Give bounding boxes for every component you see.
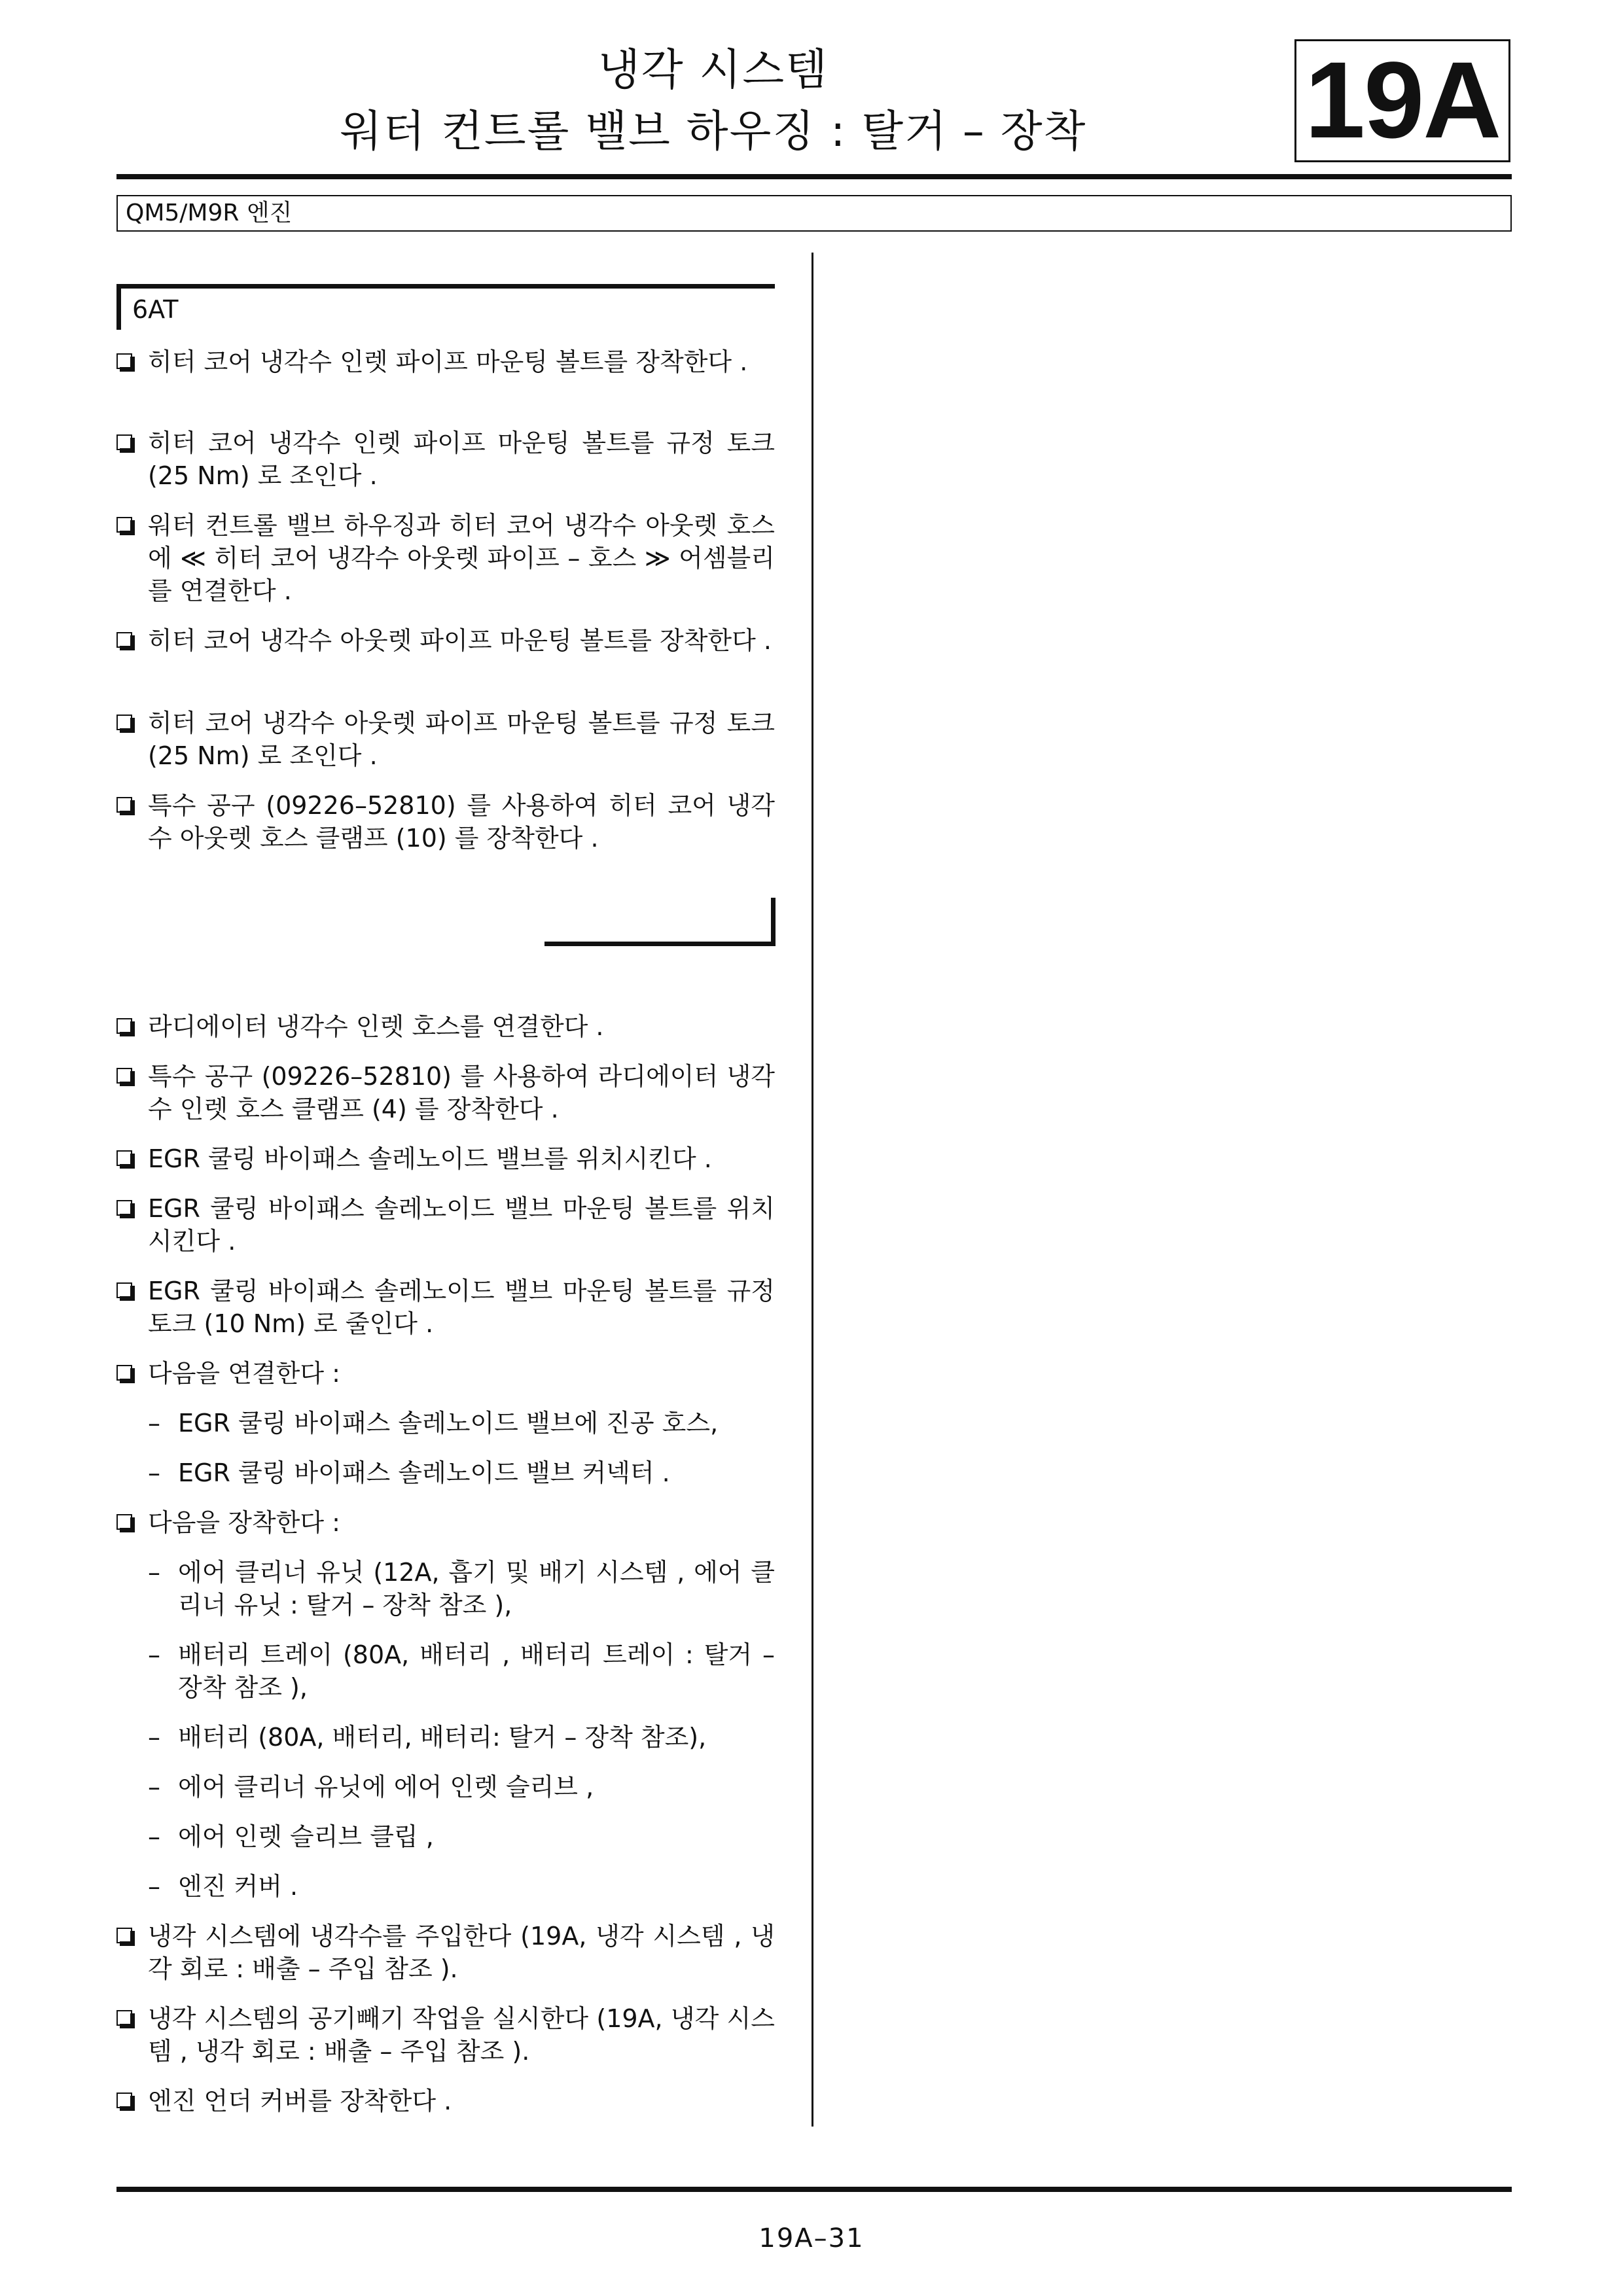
checkbox-square-icon [116,353,132,369]
chapter-code: 19A [1304,40,1501,161]
list-item-text: 에어 클리너 유닛 (12A, 흡기 및 배기 시스템 , 에어 클리너 유닛 : 탈거 – 장착 참조 ), [178,1558,775,1619]
list-item [148,1721,775,1754]
step-text: 히터 코어 냉각수 인렛 파이프 마운팅 볼트를 규정 토크 (25 Nm) 로 조인다 . [148,429,775,490]
system-title: 냉각 시스템 [598,44,829,95]
step-item [116,1192,775,1258]
list-item [148,1820,775,1853]
list-item [148,1771,775,1803]
step-text: 히터 코어 냉각수 아웃렛 파이프 마운팅 볼트를 규정 토크 (25 Nm) 로 조인다 . [148,709,775,770]
step-text: 냉각 시스템의 공기빼기 작업을 실시한다 (19A, 냉각 시스템 , 냉각 회로 : 배출 – 주입 참조 ). [148,2004,775,2066]
step-item [116,2002,775,2068]
dash-marker: – [148,1872,160,1901]
list-item-text: EGR 쿨링 바이패스 솔레노이드 밸브 커넥터 . [178,1458,670,1487]
list-item [148,1457,775,1489]
condition-bracket-bottom [544,942,775,946]
footer-rule [116,2187,1512,2192]
step-text: 히터 코어 냉각수 인렛 파이프 마운팅 볼트를 장착한다 . [148,347,748,376]
checkbox-square-icon [116,434,132,450]
step-text: EGR 쿨링 바이패스 솔레노이드 밸브 마운팅 볼트를 위치시킨다 . [148,1194,775,1256]
condition-bracket-bottom-right [771,898,776,946]
list-item [148,1556,775,1621]
list-item-text: EGR 쿨링 바이패스 솔레노이드 밸브에 진공 호스, [178,1409,719,1438]
checkbox-square-icon [116,2093,132,2108]
step-item [116,1357,775,1390]
step-item [116,1010,775,1043]
step-item [116,707,775,772]
checkbox-square-icon [116,1200,132,1216]
list-item [148,1407,775,1439]
checkbox-square-icon [116,1018,132,1034]
list-item-text: 배터리 (80A, 배터리, 배터리: 탈거 – 장착 참조), [178,1723,707,1752]
step-item [116,427,775,492]
checkbox-square-icon [116,632,132,648]
step-item [116,624,775,657]
list-item-text: 에어 인렛 슬리브 클립 , [178,1822,434,1851]
checkbox-square-icon [116,715,132,730]
step-text: 다음을 장착한다 : [148,1508,340,1537]
step-text: 엔진 언더 커버를 장착한다 . [148,2087,452,2115]
step-text: 다음을 연결한다 : [148,1359,340,1388]
column-divider [812,253,813,2127]
list-item [148,1870,775,1903]
checkbox-square-icon [116,1514,132,1530]
dash-marker: – [148,1640,160,1669]
step-text: 워터 컨트롤 밸브 하우징과 히터 코어 냉각수 아웃렛 호스에 ≪ 히터 코어 냉각수 아웃렛 파이프 – 호스 ≫ 어셈블리를 연결한다 . [148,511,775,605]
step-item [116,509,775,607]
dash-marker: – [148,1558,160,1587]
list-item-text: 배터리 트레이 (80A, 배터리 , 배터리 트레이 : 탈거 – 장착 참조 ), [178,1640,775,1702]
checkbox-square-icon [116,1150,132,1166]
checkbox-square-icon [116,1928,132,1943]
engine-label-box [116,195,1512,232]
checkbox-square-icon [116,517,132,533]
dash-marker: – [148,1773,160,1801]
step-item [116,1506,775,1539]
step-text: 냉각 시스템에 냉각수를 주입한다 (19A, 냉각 시스템 , 냉각 회로 : 배출 – 주입 참조 ). [148,1922,775,1983]
engine-label: QM5/M9R 엔진 [126,200,293,226]
chapter-code-box [1294,39,1510,162]
dash-marker: – [148,1723,160,1752]
list-item-text: 에어 클리너 유닛에 에어 인렛 슬리브 , [178,1773,594,1801]
checkbox-square-icon [116,2010,132,2026]
step-item [116,1920,775,1985]
checkbox-square-icon [116,1282,132,1298]
list-item-text: 엔진 커버 . [178,1872,298,1901]
header-rule [116,174,1512,179]
step-item [116,1275,775,1340]
step-text: 특수 공구 (09226–52810) 를 사용하여 히터 코어 냉각수 아웃렛 호스 클램프 (10) 를 장착한다 . [148,791,775,853]
step-text: EGR 쿨링 바이패스 솔레노이드 밸브를 위치시킨다 . [148,1144,712,1173]
step-text: EGR 쿨링 바이패스 솔레노이드 밸브 마운팅 볼트를 규정 토크 (10 Nm) 로 줄인다 . [148,1277,775,1338]
condition-bracket-top-left [116,284,121,330]
condition-bracket-top [116,284,775,289]
step-item [116,789,775,855]
list-item [148,1638,775,1704]
dash-marker: – [148,1458,160,1487]
checkbox-square-icon [116,1365,132,1381]
step-text: 특수 공구 (09226–52810) 를 사용하여 라디에이터 냉각수 인렛 호스 클램프 (4) 를 장착한다 . [148,1062,775,1123]
page-number: 19A–31 [758,2223,865,2253]
checkbox-square-icon [116,797,132,813]
step-item [116,1142,775,1175]
step-text: 라디에이터 냉각수 인렛 호스를 연결한다 . [148,1012,604,1041]
step-item [116,1060,775,1125]
step-item [116,345,775,378]
checkbox-square-icon [116,1068,132,1084]
step-item [116,2085,775,2117]
dash-marker: – [148,1409,160,1438]
condition-label: 6AT [132,295,179,324]
page-header [118,39,1309,162]
dash-marker: – [148,1822,160,1851]
procedure-title: 워터 컨트롤 밸브 하우징 : 탈거 – 장착 [340,106,1087,156]
step-text: 히터 코어 냉각수 아웃렛 파이프 마운팅 볼트를 장착한다 . [148,626,772,655]
